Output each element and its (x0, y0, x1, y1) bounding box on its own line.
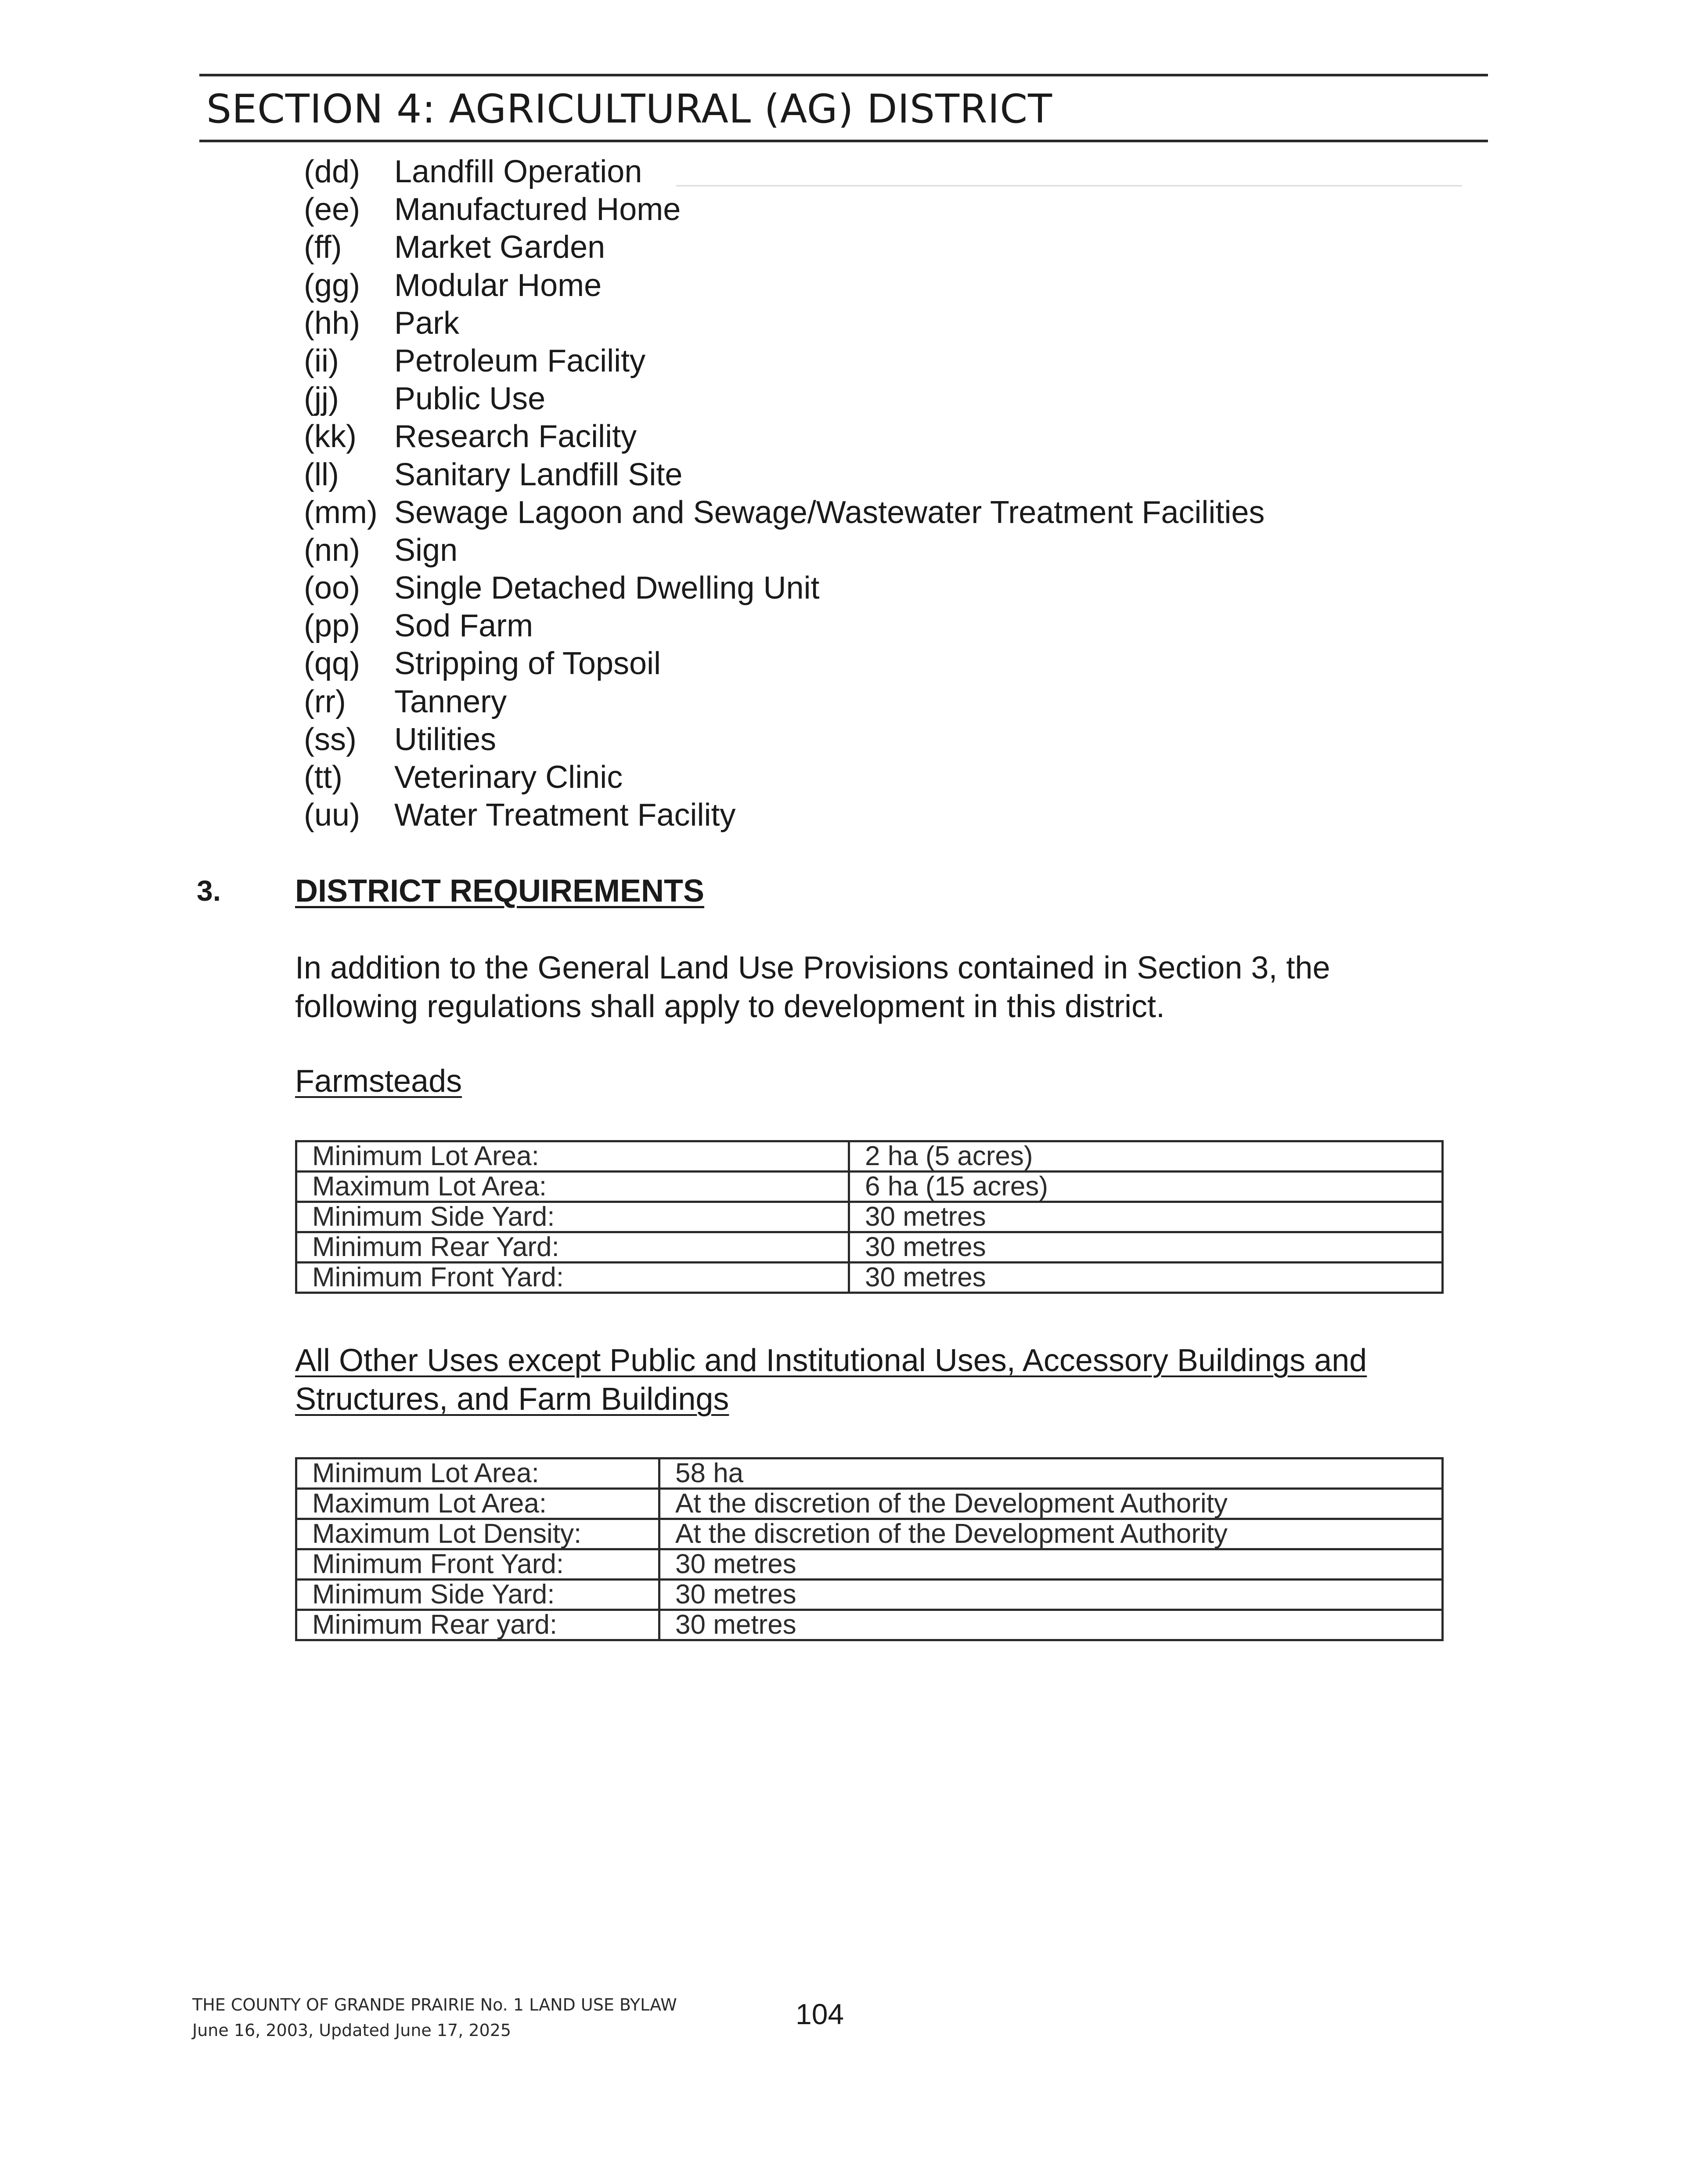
table-cell-label: Maximum Lot Area: (296, 1489, 659, 1519)
list-item-text: Stripping of Topsoil (394, 646, 661, 682)
list-item-text: Tannery (394, 684, 507, 719)
faint-divider (676, 185, 1462, 187)
section-heading: DISTRICT REQUIREMENTS (295, 874, 705, 909)
list-item-label: (kk) (304, 419, 357, 455)
list-item-text: Modular Home (394, 267, 602, 303)
list-item (304, 342, 646, 380)
list-item (304, 683, 507, 721)
list-item (304, 153, 642, 191)
list-item-text: Petroleum Facility (394, 343, 646, 379)
table-cell-label: Minimum Rear Yard: (296, 1232, 849, 1263)
list-item (304, 758, 623, 796)
list-item-label: (ii) (304, 343, 339, 379)
list-item-text: Veterinary Clinic (394, 760, 623, 795)
table-cell-label: Minimum Front Yard: (296, 1549, 659, 1580)
table-cell-label: Minimum Lot Area: (296, 1458, 659, 1489)
table-cell-value: At the discretion of the Development Authority (659, 1519, 1443, 1549)
list-item-label: (pp) (304, 608, 360, 644)
list-item-label: (ff) (304, 230, 342, 265)
table-row (296, 1549, 1443, 1580)
list-item-text: Single Detached Dwelling Unit (394, 570, 820, 606)
table-cell-label: Maximum Lot Area: (296, 1172, 849, 1202)
permitted-uses-list (304, 153, 1265, 834)
list-item-text: Park (394, 305, 460, 341)
list-item-text: Market Garden (394, 230, 605, 265)
table-row (296, 1580, 1443, 1610)
section-number: 3. (197, 874, 221, 907)
list-item (304, 418, 637, 455)
list-item-label: (uu) (304, 798, 360, 833)
table-row (296, 1141, 1443, 1172)
table-row (296, 1610, 1443, 1640)
list-item-label: (jj) (304, 381, 339, 417)
header-rule-bottom (199, 140, 1488, 142)
list-item-text: Sewage Lagoon and Sewage/Wastewater Treatment Facilities (394, 495, 1265, 530)
table-cell-value: 58 ha (659, 1458, 1443, 1489)
table-row (296, 1519, 1443, 1549)
table-cell-value: 30 metres (849, 1263, 1443, 1293)
list-item-label: (nn) (304, 532, 360, 568)
list-item-label: (qq) (304, 646, 360, 682)
list-item-label: (hh) (304, 305, 360, 341)
table-cell-label: Minimum Side Yard: (296, 1580, 659, 1610)
table-cell-label: Minimum Lot Area: (296, 1141, 849, 1172)
footer-bylaw-info (192, 1992, 677, 2043)
list-item (304, 569, 820, 607)
list-item-label: (mm) (304, 495, 378, 530)
list-item (304, 191, 681, 228)
table-cell-value: At the discretion of the Development Authority (659, 1489, 1443, 1519)
table-cell-value: 30 metres (849, 1232, 1443, 1263)
table-cell-value: 30 metres (659, 1549, 1443, 1580)
table-row (296, 1458, 1443, 1489)
table-row (296, 1232, 1443, 1263)
other-uses-heading: All Other Uses except Public and Institutional Uses, Accessory Buildings and Structures, and Farm Buildings (295, 1343, 1367, 1417)
list-item-text: Sanitary Landfill Site (394, 457, 683, 492)
list-item (304, 721, 497, 758)
list-item (304, 267, 602, 304)
table-cell-value: 6 ha (15 acres) (849, 1172, 1443, 1202)
list-item (304, 607, 533, 645)
header-rule-top (199, 74, 1488, 76)
list-item-label: (ee) (304, 192, 360, 227)
list-item-text: Landfill Operation (394, 154, 642, 189)
list-item (304, 531, 458, 569)
farmsteads-table (295, 1140, 1444, 1294)
section-intro-paragraph: In addition to the General Land Use Provisions contained in Section 3, the following regulations shall apply to development in this district. (295, 950, 1330, 1024)
farmsteads-heading: Farmsteads (295, 1064, 462, 1099)
list-item-label: (rr) (304, 684, 346, 719)
list-item (304, 796, 736, 834)
list-item (304, 304, 460, 342)
list-item-text: Utilities (394, 722, 497, 757)
table-cell-value: 30 metres (659, 1610, 1443, 1640)
page-number: 104 (796, 1998, 844, 2030)
list-item-text: Public Use (394, 381, 546, 417)
other-uses-table (295, 1457, 1444, 1641)
table-cell-label: Minimum Rear yard: (296, 1610, 659, 1640)
table-cell-value: 30 metres (659, 1580, 1443, 1610)
section-title: SECTION 4: AGRICULTURAL (AG) DISTRICT (206, 86, 1053, 132)
list-item-label: (ss) (304, 722, 357, 757)
list-item-text: Sign (394, 532, 458, 568)
table-row (296, 1202, 1443, 1232)
list-item (304, 228, 605, 266)
list-item (304, 456, 683, 494)
table-cell-value: 2 ha (5 acres) (849, 1141, 1443, 1172)
footer-line-2: June 16, 2003, Updated June 17, 2025 (192, 2021, 512, 2040)
list-item (304, 494, 1265, 531)
table-row (296, 1172, 1443, 1202)
table-cell-value: 30 metres (849, 1202, 1443, 1232)
table-cell-label: Minimum Front Yard: (296, 1263, 849, 1293)
list-item-text: Water Treatment Facility (394, 798, 736, 833)
list-item (304, 380, 546, 418)
list-item-text: Sod Farm (394, 608, 533, 644)
list-item (304, 645, 661, 682)
list-item-label: (ll) (304, 457, 339, 492)
table-row (296, 1489, 1443, 1519)
list-item-label: (dd) (304, 154, 360, 189)
table-cell-label: Maximum Lot Density: (296, 1519, 659, 1549)
list-item-label: (gg) (304, 267, 360, 303)
list-item-text: Research Facility (394, 419, 637, 455)
table-cell-label: Minimum Side Yard: (296, 1202, 849, 1232)
list-item-text: Manufactured Home (394, 192, 681, 227)
list-item-label: (oo) (304, 570, 360, 606)
footer-line-1: THE COUNTY OF GRANDE PRAIRIE No. 1 LAND USE BYLAW (192, 1995, 677, 2014)
table-row (296, 1263, 1443, 1293)
list-item-label: (tt) (304, 760, 342, 795)
